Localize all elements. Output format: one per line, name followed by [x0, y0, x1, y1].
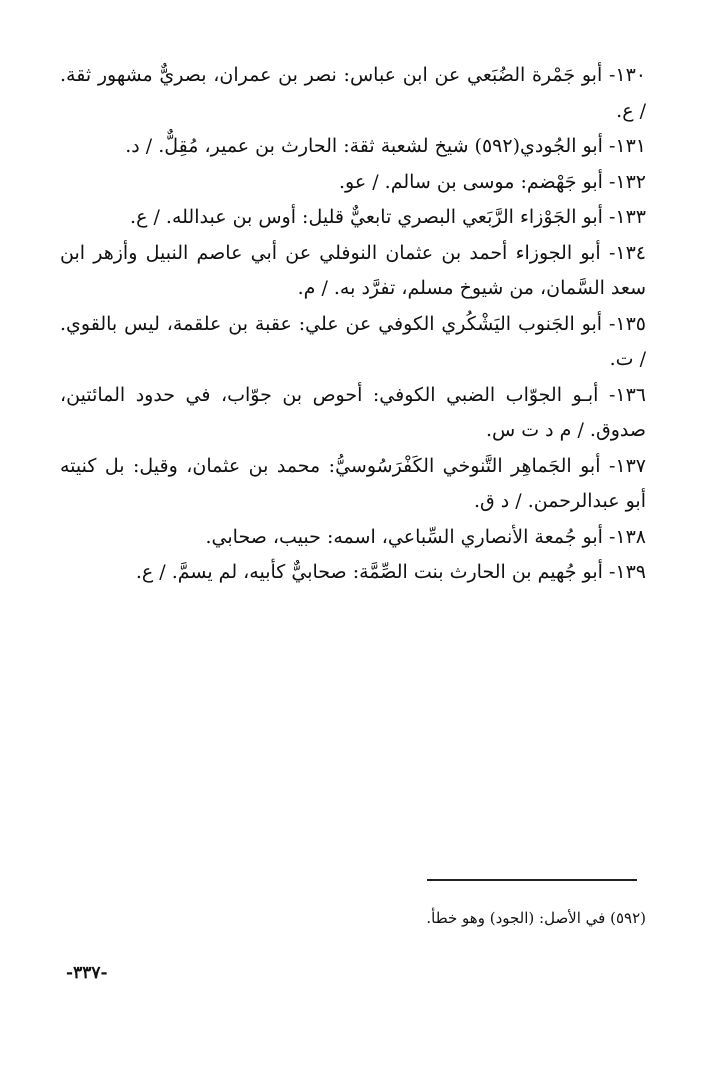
entries-list [60, 58, 646, 591]
entry-131-text: ١٣١- أبو الجُودي(٥٩٢) شيخ لشعبة ثقة: الحارث بن عمير، مُقِلٌّ. / د. [125, 135, 646, 157]
entry-138 [60, 520, 646, 556]
entry-133-text: ١٣٣- أبو الجَوْزاء الرَّبَعي البصري تابعيٌّ قليل: أوس بن عبدالله. / ع. [130, 206, 646, 228]
entry-137 [60, 449, 646, 520]
footnote-text: (٥٩٢) في الأصل: (الجود) وهو خطأ. [426, 909, 646, 927]
entry-134 [60, 236, 646, 307]
footnote-divider [427, 879, 637, 881]
entry-131 [60, 129, 646, 165]
entry-136-text: ١٣٦- أبـو الجوّاب الضبي الكوفي: أحوص بن جوّاب، في حدود المائتين، صدوق. / م د ت س. [60, 383, 646, 441]
entry-136 [60, 378, 646, 449]
page-number: -٣٣٧- [66, 963, 108, 983]
entry-135 [60, 307, 646, 378]
entry-130 [60, 58, 646, 129]
entry-139 [60, 555, 646, 591]
entry-134-text: ١٣٤- أبو الجوزاء أحمد بن عثمان النوفلي عن أبي عاصم النبيل وأزهر ابن سعد السَّمان، من شيوخ مسلم، تفرَّد به. / م. [60, 241, 646, 299]
entry-135-text: ١٣٥- أبو الجَنوب اليَشْكُري الكوفي عن علي: عقبة بن علقمة، ليس بالقوي. / ت. [60, 312, 646, 370]
entry-130-text: ١٣٠- أبو جَمْرة الضُبَعي عن ابن عباس: نصر بن عمران، بصريٌّ مشهور ثقة. / ع. [60, 64, 646, 122]
entry-132-text: ١٣٢- أبو جَهْضم: موسى بن سالم. / عو. [338, 170, 646, 193]
entry-133 [60, 200, 646, 236]
entry-132 [60, 165, 646, 201]
entry-139-text: ١٣٩- أبو جُهيم بن الحارث بنت الصِّمَّة: صحابيٌّ كأبيه، لم يسمَّ. / ع. [135, 561, 646, 583]
entry-138-text: ١٣٨- أبو جُمعة الأنصاري السِّباعي، اسمه: حبيب، صحابي. [205, 525, 646, 548]
footnote [200, 906, 646, 930]
entry-137-text: ١٣٧- أبو الجَماهِر التَّنوخي الكَفْرَسُوسيُّ: محمد بن عثمان، وقيل: بل كنيته أبو عبدالرحمن. / د ق. [60, 454, 646, 512]
